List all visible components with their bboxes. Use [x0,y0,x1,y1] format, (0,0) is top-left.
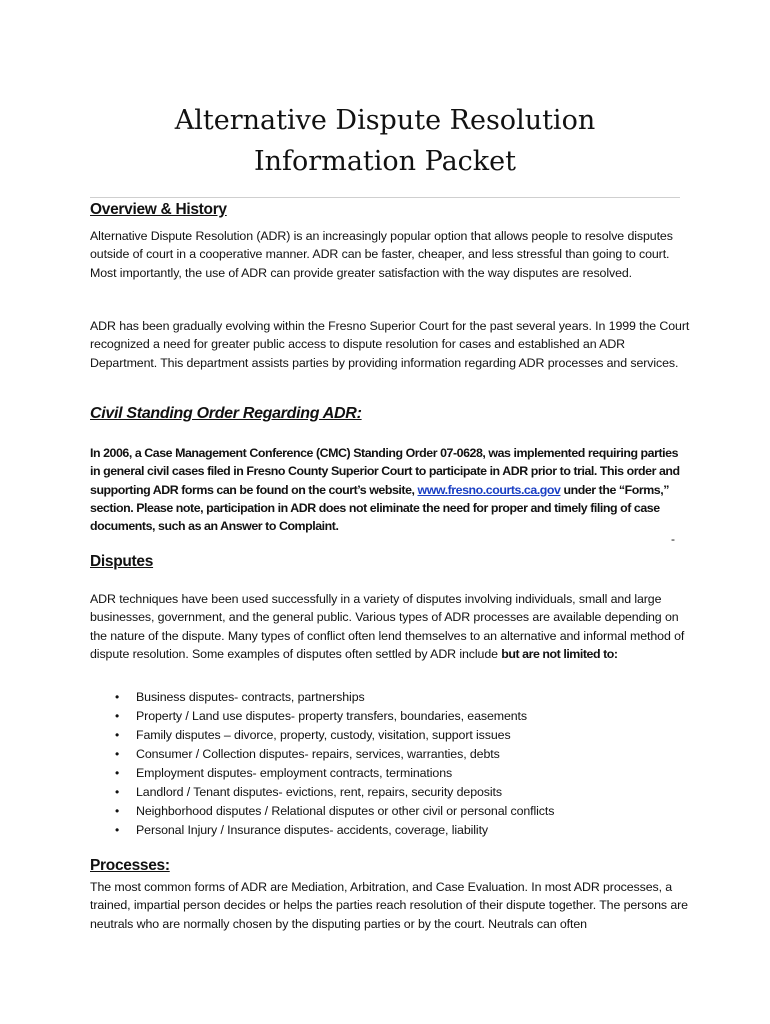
dispute-examples-list [90,688,690,840]
bullet-icon: • [115,804,120,818]
disputes-paragraph [90,590,690,663]
civil-order-heading: Civil Standing Order Regarding ADR: [90,405,362,422]
bullet-icon: • [115,709,120,723]
title-divider [90,197,680,198]
trailing-dash: - [671,532,675,546]
civil-order-paragraph [90,444,690,535]
court-website-link[interactable]: www.fresno.courts.ca.gov [417,482,561,497]
overview-paragraph-2: ADR has been gradually evolving within the Fresno Superior Court for the past several years. In 1999 the Court recognized a need for greater public access to dispute resolution for cases and established an ADR Department. This department assists parties by providing information regarding ADR processes and services. [90,319,690,370]
title-line-1: Alternative Dispute Resolution [174,105,596,136]
bullet-icon: • [115,728,120,742]
list-item: • Personal Injury / Insurance disputes- accidents, coverage, liability [90,821,690,840]
bullet-icon: • [115,690,120,704]
list-item: • Landlord / Tenant disputes- evictions, rent, repairs, security deposits [90,783,690,802]
list-item: • Neighborhood disputes / Relational disputes or other civil or personal conflicts [90,802,690,821]
processes-heading: Processes: [90,857,170,874]
list-item: • Employment disputes- employment contracts, terminations [90,764,690,783]
disputes-heading: Disputes [90,553,154,570]
list-item: • Business disputes- contracts, partnerships [90,688,690,707]
list-item: • Consumer / Collection disputes- repairs, services, warranties, debts [90,745,690,764]
overview-paragraph-1: Alternative Dispute Resolution (ADR) is an increasingly popular option that allows people to resolve disputes outside of court in a cooperative manner. ADR can be faster, cheaper, and less stressful than going to court. Most importantly, the use of ADR can provide greater satisfaction with the way disputes are resolved. [90,229,673,280]
civil-order-text-1: In 2006, a Case Management Conference (CMC) Standing Order 07-0628, was implemented requiring parties in general civil cases filed in Fresno County Superior Court to participate in ADR prior to trial. This order and supporting ADR forms can be found on the court’s website, [90,446,680,497]
bullet-icon: • [115,785,120,799]
list-item: • Property / Land use disputes- property transfers, boundaries, easements [90,707,690,726]
bullet-icon: • [115,823,120,837]
title-line-2: Information Packet [254,146,516,177]
overview-heading: Overview & History [90,201,227,218]
list-item: • Family disputes – divorce, property, custody, visitation, support issues [90,726,690,745]
processes-paragraph: The most common forms of ADR are Mediation, Arbitration, and Case Evaluation. In most ADR processes, a trained, impartial person decides or helps the parties reach resolution of their dispute together. The persons are neutrals who are normally chosen by the disputing parties or by the court. Neutrals can often [90,880,688,931]
bullet-icon: • [115,747,120,761]
disputes-text: ADR techniques have been used successfully in a variety of disputes involving individuals, small and large businesses, government, and the general public. Various types of ADR processes are available depending on the nature of the dispute. Many types of conflict often lend themselves to an alternative and informal method of dispute resolution. Some examples of disputes often settled by ADR include [90,592,685,661]
civil-order-text-2: under the “Forms,” section. Please note, participation in ADR does not eliminate the need for proper and timely filing of case documents, such as an Answer to Complaint. [90,482,669,534]
bullet-icon: • [115,766,120,780]
disputes-text-bold: but are not limited to: [501,646,618,661]
document-title [0,100,770,182]
